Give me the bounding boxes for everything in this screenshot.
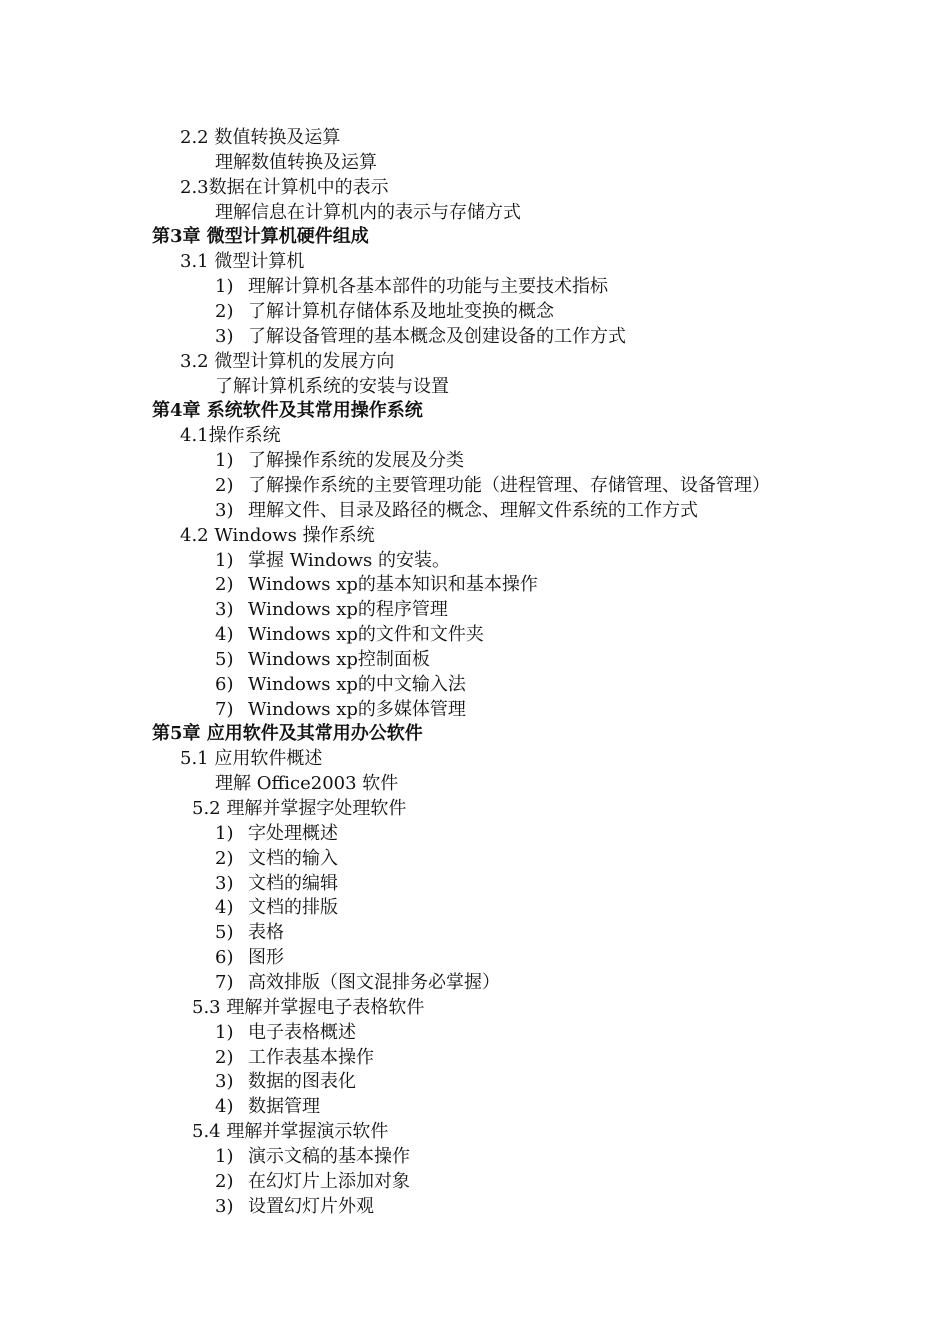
section-heading: 3.1 微型计算机 — [180, 251, 305, 273]
list-item-text: 电子表格概述 — [248, 1021, 356, 1043]
list-item-text: Windows xp的基本知识和基本操作 — [248, 574, 538, 596]
section-heading: 2.3数据在计算机中的表示 — [180, 176, 389, 198]
section-heading: 3.2 微型计算机的发展方向 — [180, 350, 395, 372]
list-item-number: 2) — [215, 1170, 234, 1192]
list-item-number: 2) — [215, 474, 234, 496]
list-item — [215, 846, 338, 871]
list-item — [215, 697, 466, 722]
list-item — [215, 895, 338, 920]
list-item-number: 3) — [215, 1071, 234, 1093]
list-item — [215, 970, 500, 995]
list-item — [215, 274, 608, 299]
list-item-number: 3) — [215, 872, 234, 894]
list-item-number: 1) — [215, 549, 234, 571]
list-item-text: 高效排版（图文混排务必掌握） — [248, 971, 500, 993]
list-item-number: 3) — [215, 499, 234, 521]
list-item-number: 7) — [215, 698, 234, 720]
list-item — [215, 572, 538, 597]
list-item — [215, 299, 554, 324]
list-item-text: 表格 — [248, 922, 284, 944]
list-item — [215, 672, 466, 697]
list-item-text: 工作表基本操作 — [248, 1046, 374, 1068]
list-item — [215, 647, 430, 672]
list-item-number: 2) — [215, 301, 234, 322]
section-description: 了解计算机系统的安装与设置 — [215, 375, 449, 397]
chapter-heading: 第5章 应用软件及其常用办公软件 — [152, 723, 423, 745]
list-item-number: 5) — [215, 922, 234, 944]
section-heading: 2.2 数值转换及运算 — [180, 127, 341, 148]
list-item-text: 了解操作系统的主要管理功能（进程管理、存储管理、设备管理） — [248, 474, 770, 496]
list-item-text: 文档的编辑 — [248, 872, 338, 894]
list-item-text: Windows xp的中文输入法 — [248, 673, 466, 695]
section-heading: 4.2 Windows 操作系统 — [180, 524, 375, 546]
list-item — [215, 871, 338, 896]
list-item-text: 数据的图表化 — [248, 1071, 356, 1093]
section-heading: 4.1操作系统 — [180, 425, 281, 447]
list-item — [215, 324, 626, 349]
list-item-text: 设置幻灯片外观 — [248, 1195, 374, 1217]
chapter-heading: 第4章 系统软件及其常用操作系统 — [152, 400, 423, 422]
list-item-number: 3) — [215, 325, 234, 347]
list-item-number: 3) — [215, 599, 234, 621]
list-item-number: 2) — [215, 847, 234, 869]
list-item-number: 7) — [215, 971, 234, 993]
list-item-text: 了解操作系统的发展及分类 — [248, 450, 464, 472]
list-item-text: 文档的排版 — [248, 897, 338, 919]
list-item-number: 4) — [215, 897, 234, 919]
list-item-number: 6) — [215, 673, 234, 695]
list-item-text: 掌握 Windows 的安装。 — [248, 549, 450, 571]
list-item-text: 了解计算机存储体系及地址变换的概念 — [248, 301, 554, 322]
list-item-number: 2) — [215, 574, 234, 596]
section-description: 理解信息在计算机内的表示与存储方式 — [215, 201, 521, 223]
section-heading: 5.2 理解并掌握字处理软件 — [192, 798, 407, 819]
list-item-number: 1) — [215, 1021, 234, 1043]
list-item — [215, 622, 484, 647]
list-item — [215, 821, 338, 846]
list-item — [215, 1194, 374, 1219]
section-heading: 5.4 理解并掌握演示软件 — [192, 1121, 389, 1142]
list-item-number: 5) — [215, 648, 234, 670]
list-item — [215, 1045, 374, 1070]
section-description: 理解 Office2003 软件 — [215, 773, 399, 795]
list-item-text: 理解计算机各基本部件的功能与主要技术指标 — [248, 276, 608, 298]
list-item-number: 4) — [215, 624, 234, 645]
section-description: 理解数值转换及运算 — [215, 151, 377, 173]
chapter-heading: 第3章 微型计算机硬件组成 — [152, 226, 369, 248]
list-item-number: 1) — [215, 450, 234, 472]
list-item — [215, 945, 284, 970]
list-item — [215, 1144, 410, 1169]
list-item-text: Windows xp控制面板 — [248, 648, 430, 670]
list-item-text: 演示文稿的基本操作 — [248, 1145, 410, 1167]
list-item — [215, 1069, 356, 1094]
list-item-text: Windows xp的程序管理 — [248, 599, 448, 621]
list-item-text: Windows xp的多媒体管理 — [248, 698, 466, 720]
list-item-number: 6) — [215, 947, 234, 969]
list-item-number: 2) — [215, 1046, 234, 1068]
list-item-number: 1) — [215, 276, 234, 298]
list-item — [215, 548, 450, 573]
list-item-text: 理解文件、目录及路径的概念、理解文件系统的工作方式 — [248, 499, 698, 521]
list-item-text: 在幻灯片上添加对象 — [248, 1170, 410, 1192]
list-item-number: 1) — [215, 1145, 234, 1167]
list-item-text: 图形 — [248, 947, 284, 969]
list-item — [215, 1094, 320, 1119]
list-item-text: 字处理概述 — [248, 822, 338, 844]
list-item-number: 3) — [215, 1195, 234, 1217]
list-item-text: 文档的输入 — [248, 847, 338, 869]
list-item-text: Windows xp的文件和文件夹 — [248, 624, 484, 645]
section-heading: 5.3 理解并掌握电子表格软件 — [192, 996, 425, 1018]
list-item — [215, 920, 284, 945]
list-item-text: 了解设备管理的基本概念及创建设备的工作方式 — [248, 325, 626, 347]
list-item-number: 1) — [215, 822, 234, 844]
list-item — [215, 473, 770, 498]
list-item — [215, 498, 698, 523]
list-item-text: 数据管理 — [248, 1096, 320, 1118]
list-item — [215, 448, 464, 473]
list-item-number: 4) — [215, 1096, 234, 1118]
list-item — [215, 1020, 356, 1045]
list-item — [215, 597, 448, 622]
list-item — [215, 1169, 410, 1194]
section-heading: 5.1 应用软件概述 — [180, 748, 323, 770]
